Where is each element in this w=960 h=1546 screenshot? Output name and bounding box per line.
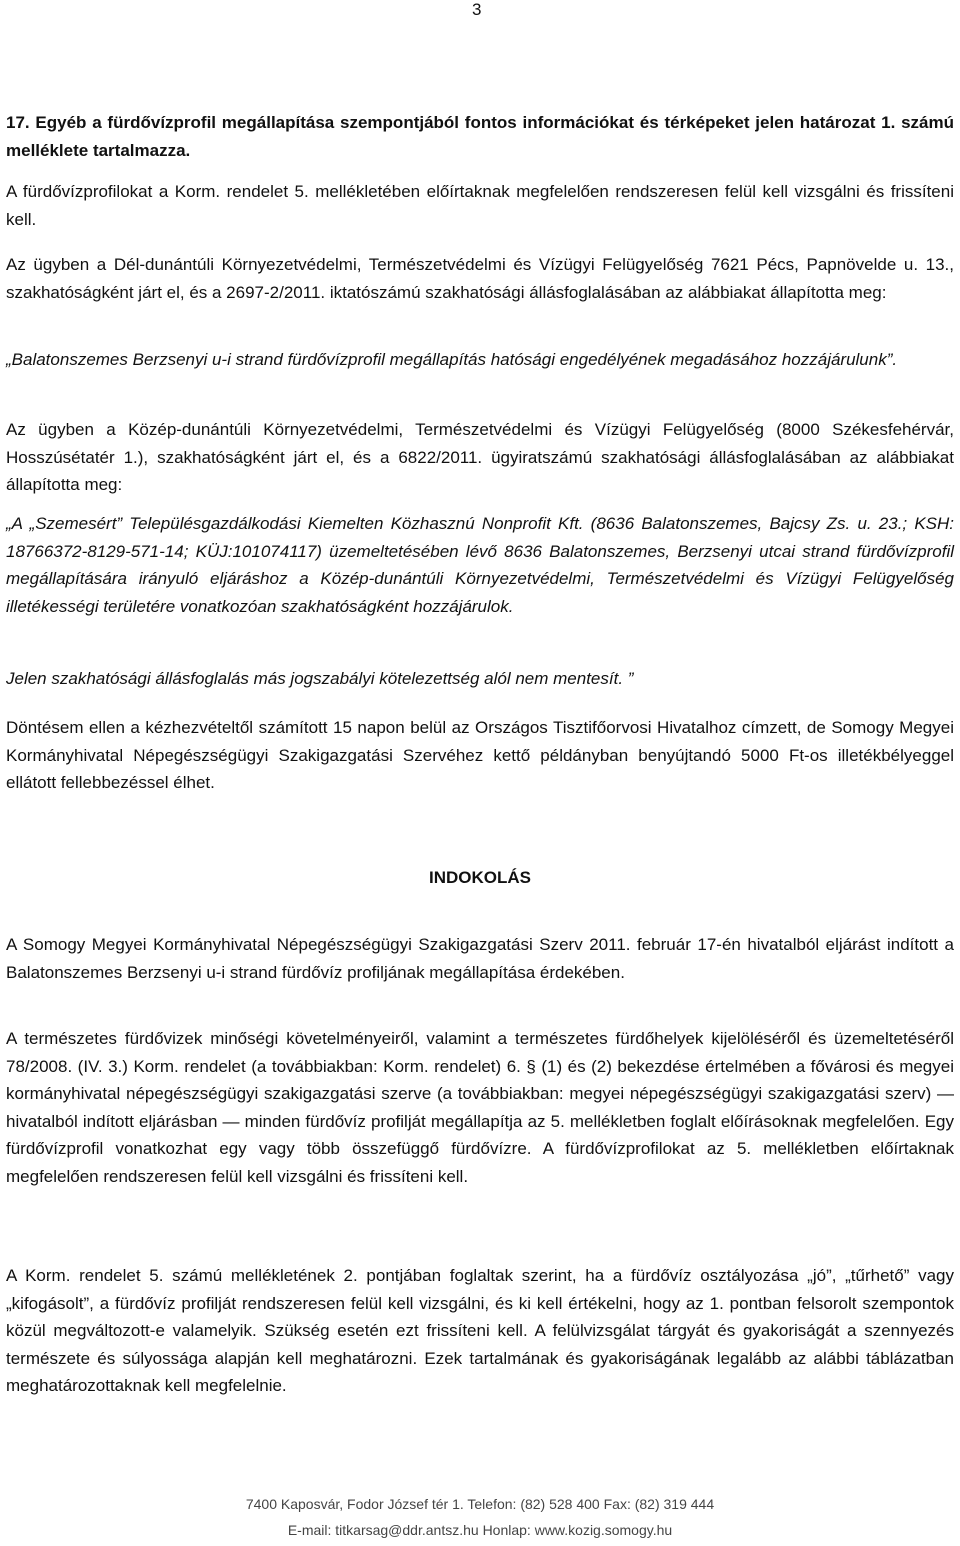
page-number: 3: [472, 0, 482, 19]
paragraph-17: 17. Egyéb a fürdővízprofil megállapítása szempontjából fontos információkat és térképeket jelen határozat 1. számú melléklete tartalmazza.: [6, 113, 954, 160]
paragraph-somogy: A Somogy Megyei Kormányhivatal Népegészségügyi Szakigazgatási Szerv 2011. február 17-én hivatalból eljárást indított a Balatonszemes Berzsenyi u-i strand fürdővíz profiljának megállapítása érdekében.: [6, 935, 954, 982]
paragraph-dontes: Döntésem ellen a kézhezvételtől számított 15 napon belül az Országos Tisztifőorvosi Hivatalhoz címzett, de Somogy Megyei Kormányhivatal Népegészségügyi Szakigazgatási Szervéhez kettő példányban benyújtandó 5000 Ft-os illetékbélyeggel ellátott fellebbezéssel élhet.: [6, 718, 954, 792]
paragraph-korm-rendelet: A Korm. rendelet 5. számú mellékletének 2. pontjában foglaltak szerint, ha a fürdővíz osztályozása „jó”, „tűrhető” vagy „kifogásolt”, a fürdővíz profilját rendszeresen felül kell vizsgálni, és ki kell értékelni, hogy az 1. pontban felsorolt szempontok közül megváltozott-e valamelyik. Szükség esetén ezt frissíteni kell. A felülvizsgálat tárgyát és gyakoriságát a szennyezés természete és súlyossága alapján kell meghatározni. Ezek tartalmának és gyakoriságának legalább az alábbi táblázatban meghatározottaknak kell megfelelnie.: [6, 1266, 954, 1395]
paragraph-termeszetes: A természetes fürdővizek minőségi követelményeiről, valamint a természetes fürdőhelyek kijelöléséről és üzemeltetéséről 78/2008. (IV. 3.) Korm. rendelet (a továbbiakban: Korm. rendelet) 6. § (1) és (2) bekezdése értelmében a fővárosi és megyei kormányhivatal népegészségügyi szakigazgatási szerve (a továbbiakban: megyei népegészségügyi szakigazgatási szerv) ― hivatalból indított eljárásban ― minden fürdővíz profilját megállapítja az 5. mellékletben foglalt előírásoknak megfelelően. Egy fürdővízprofil vonatkozhat egy vagy több összefüggő fürdővízre. A fürdővízprofilokat az 5. mellékletben előírtaknak megfelelően rendszeresen felül kell vizsgálni és frissíteni kell.: [6, 1029, 954, 1186]
footer-contact: E-mail: titkarsag@ddr.antsz.hu Honlap: www.kozig.somogy.hu: [287, 1522, 673, 1538]
quote-szemesert: „A „Szemesért” Településgazdálkodási Kiemelten Közhasznú Nonprofit Kft. (8636 Balatonszemes, Bajcsy Zs. u. 23.; KSH: 18766372-8129-571-14; KÜJ:101074117) üzemeltetésében lévő 8636 Balatonszemes, Berzsenyi utcai strand fürdővízprofil megállapítására irányuló eljáráshoz a Közép-dunántúli Környezetvédelmi, Természetvédelmi és Vízügyi Felügyelőség illetékességi területére vonatkozóan szakhatóságként hozzájárulok.: [6, 514, 954, 616]
footer-address: 7400 Kaposvár, Fodor József tér 1. Telefon: (82) 528 400 Fax: (82) 319 444: [245, 1496, 715, 1512]
paragraph-profil: A fürdővízprofilokat a Korm. rendelet 5. mellékletében előírtaknak megfelelően rendszeresen felül kell vizsgálni és frissíteni kell.: [6, 182, 954, 229]
quote-balatonszemes: „Balatonszemes Berzsenyi u-i strand fürdővízprofil megállapítás hatósági engedélyének megadásához hozzájárulunk”.: [6, 350, 898, 369]
quote-mentesit: Jelen szakhatósági állásfoglalás más jogszabályi kötelezettség alól nem mentesít. ”: [6, 669, 634, 688]
paragraph-del-dunantuli: Az ügyben a Dél-dunántúli Környezetvédelmi, Természetvédelmi és Vízügyi Felügyelőség 7621 Pécs, Papnövelde u. 13., szakhatóságként járt el, és a 2697-2/2011. iktatószámú szakhatósági állásfoglalásában az alábbiakat állapította meg:: [6, 255, 954, 302]
paragraph-kozep-dunantuli: Az ügyben a Közép-dunántúli Környezetvédelmi, Természetvédelmi és Vízügyi Felügyelőség (8000 Székesfehérvár, Hosszúsétatér 1.), szakhatóságként járt el, és a 6822/2011. ügyiratszámú szakhatósági állásfoglalásában az alábbiakat állapította meg:: [6, 420, 954, 494]
section-heading-indokolas: INDOKOLÁS: [429, 868, 531, 887]
